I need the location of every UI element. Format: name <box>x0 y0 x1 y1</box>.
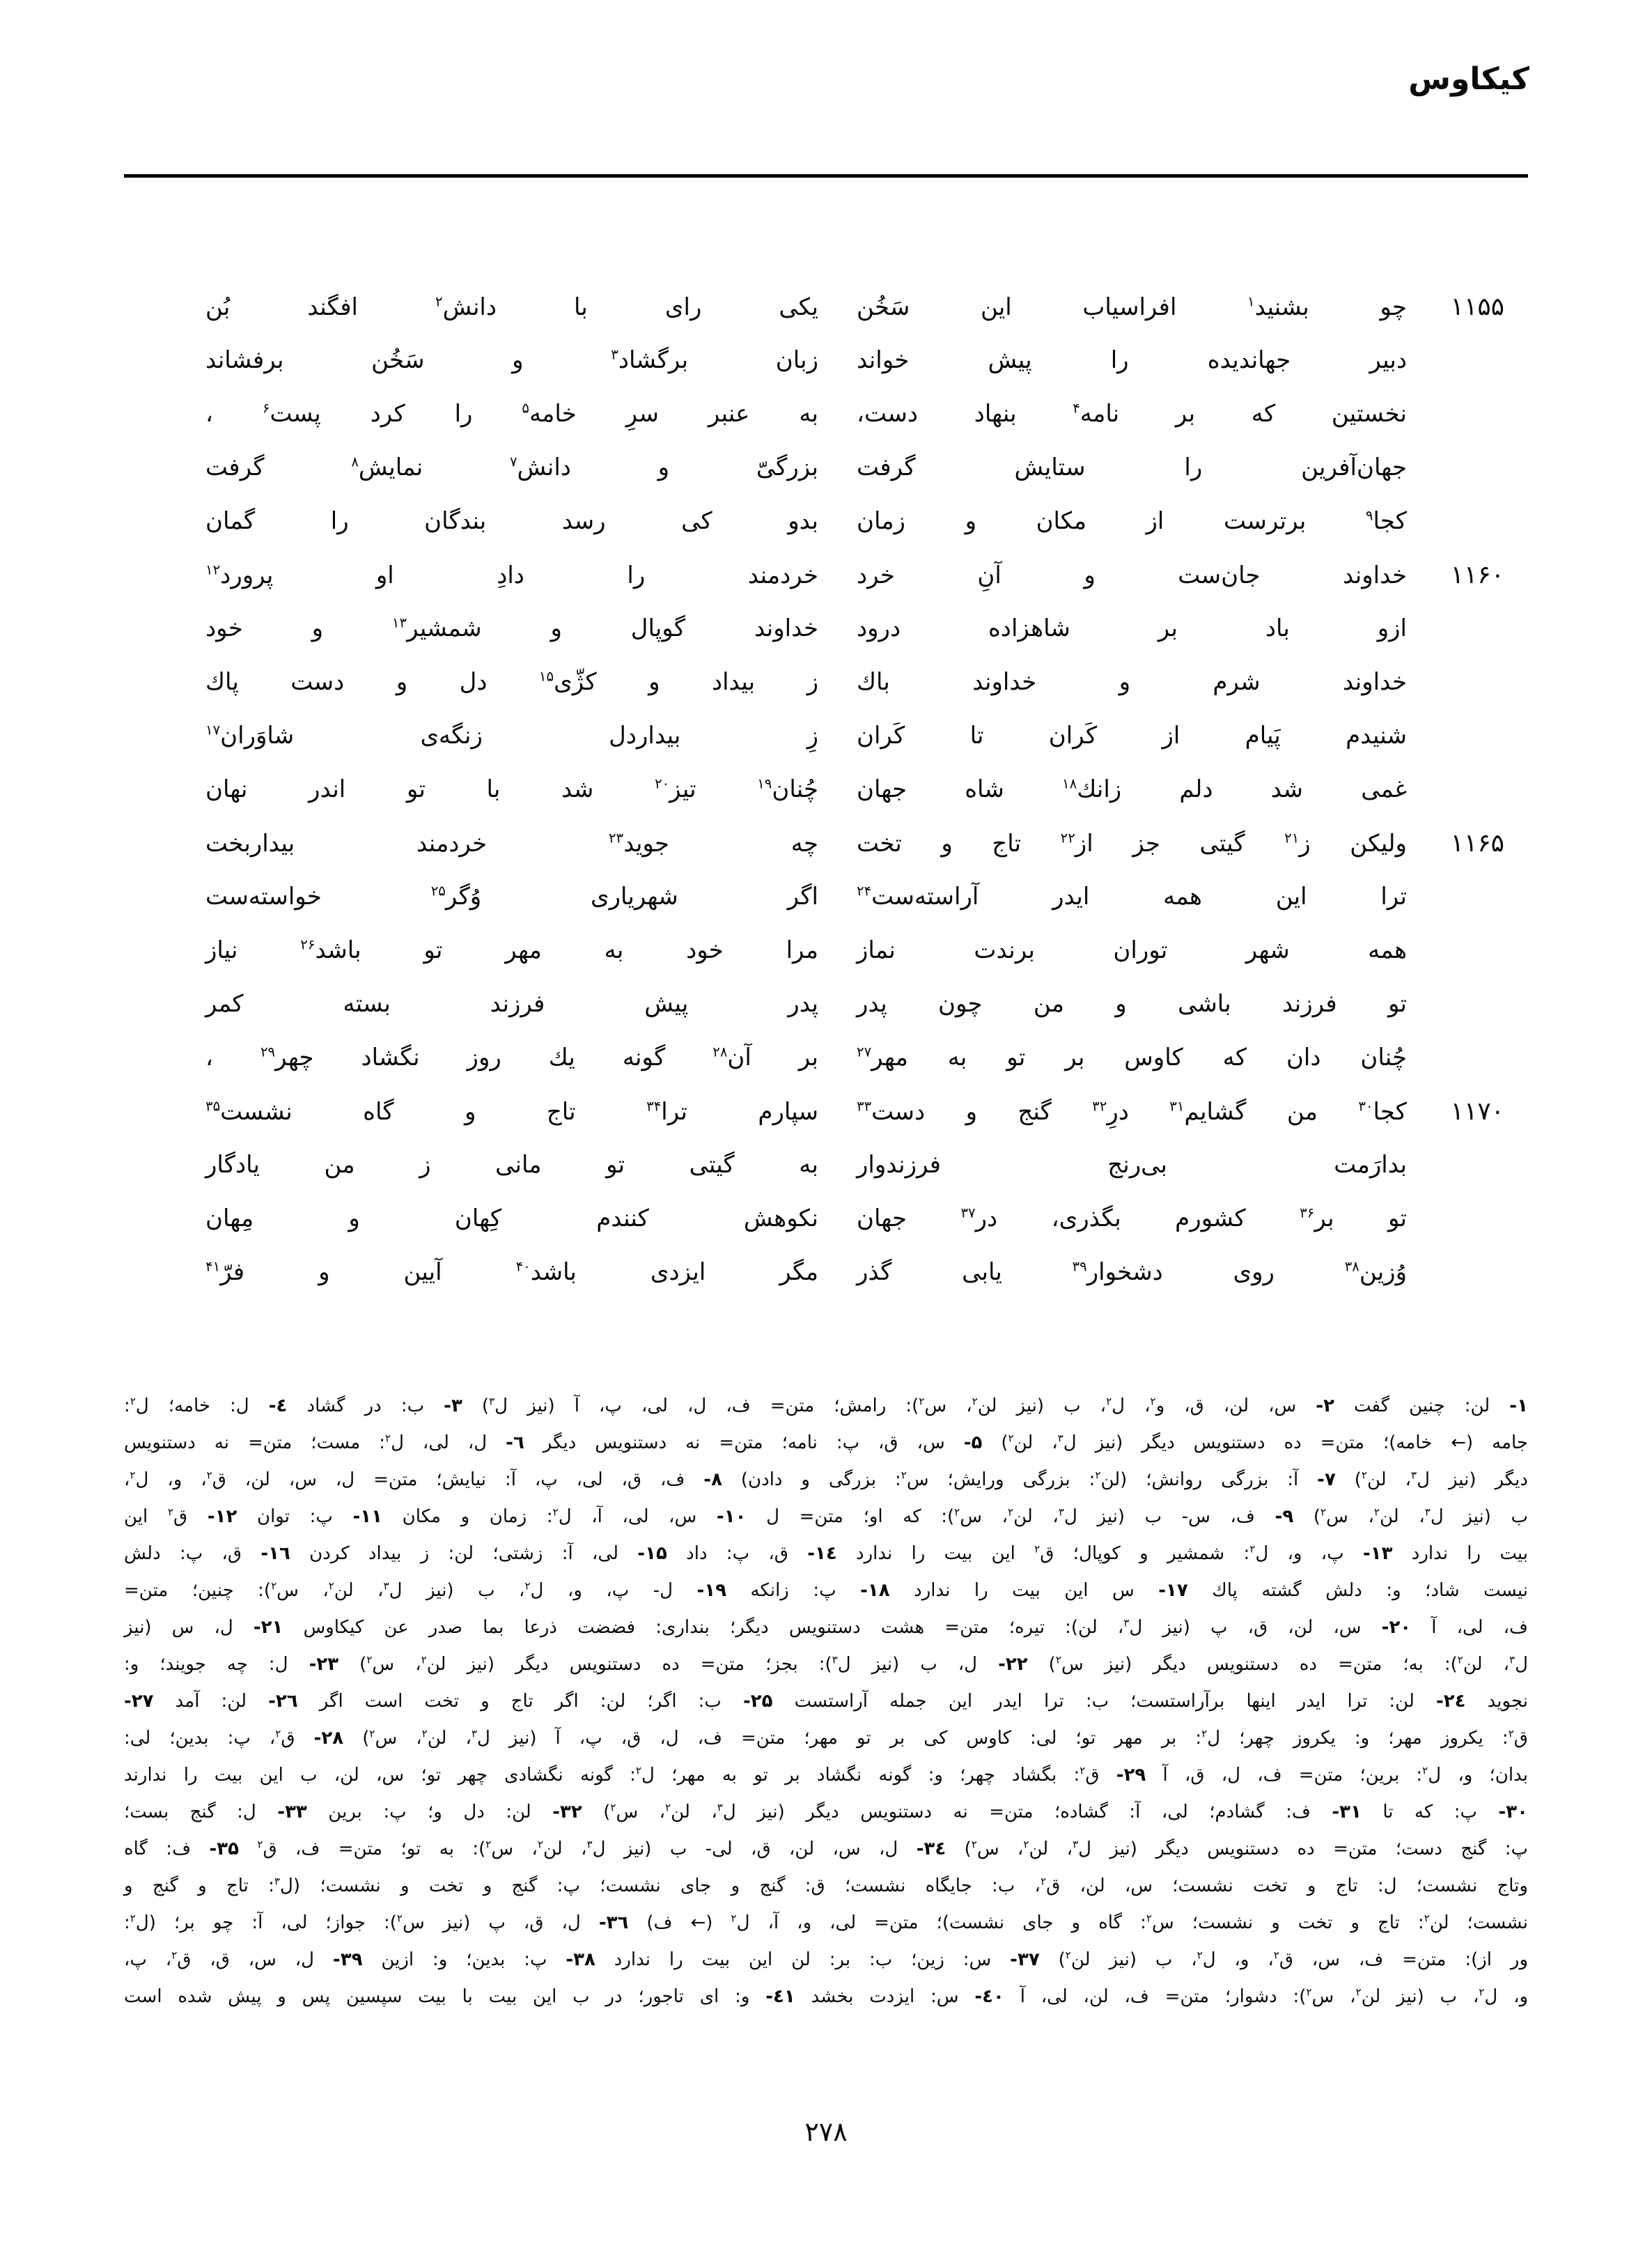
footnote-line: نجوید ۲٤- لن: ترا ایدر اینها برآراستست؛ ب: ترا ایدر این جمله آراستست ۲۵- ب: اگر؛ لن: اگر تاج و تخت است اگر ۲٦- لن: آمد ۲۷- <box>124 1691 1528 1712</box>
verse-number: ۱۱۷۰ <box>1450 1097 1504 1126</box>
couplet-row <box>125 775 1504 829</box>
couplet-row <box>125 400 1504 454</box>
footnote-line: بدان؛ و، ل$^۲$: برین؛ متن= ف، ل، ق، آ ۲۹- ق$^۲$: بگشاد چهر؛ و: گونه نگشاد بر تو به مهر؛ ل$^۲$: گونه نگشادی چهر تو؛ س، لن، ب این بیت را ندارند <box>124 1764 1529 1786</box>
apparatus-footnotes <box>124 1388 1528 2015</box>
verse-number: ۱۱۶۰ <box>1450 561 1504 589</box>
first-hemistich: همه شهر توران برندت نماز <box>857 936 1407 964</box>
second-hemistich: اگر شهریاری وُگر$^{۲۵}$ خواسته‌ست <box>205 883 818 911</box>
footnote-line: ب (نیز ل$^۳$، لن$^۲$، س$^۲$) ۹- ف، س- ب (نیز ل$^۳$، لن$^۲$، س$^۲$): که او؛ متن= ل ۱۰- س، لی، آ، ل$^۲$: زمان و مکان ۱۱- پ: توان ۱۲- ق$^۲$ این <box>124 1505 1529 1527</box>
first-hemistich: چو بشنید$^۱$ افراسیاب این سَخُن <box>857 293 1407 321</box>
couplet-row <box>125 883 1504 936</box>
first-hemistich: شنیدم پَیام از کَران تا کَران <box>857 722 1407 750</box>
second-hemistich: به گیتی تو مانی ز من یادگار <box>205 1151 818 1179</box>
second-hemistich: بر آن$^{۲۸}$ گونه یك روز نگشاد چهر$^{۲۹}$ ، <box>205 1044 819 1071</box>
second-hemistich: سپارم ترا$^{۳۴}$ تاج و گاه نشست$^{۳۵}$ <box>205 1098 818 1126</box>
second-hemistich: زبان برگشاد$^۳$ و سَخُن برفشاند <box>205 346 818 374</box>
footnote-line: جامه (← خامه)؛ متن= ده دستنویس دیگر (نیز ل$^۳$، لن$^۲$) ۵- س، ق، پ: نامه؛ متن= نه دستنویس دیگر ٦- ل، لی، ل$^۲$: مست؛ متن= نه دستنویس <box>124 1432 1529 1453</box>
second-hemistich: خردمند را دادِ او پرورد$^{۱۲}$ <box>205 562 818 589</box>
couplet-row <box>125 561 1504 614</box>
first-hemistich: دبیر جهاندیده را پیش خواند <box>857 346 1407 374</box>
first-hemistich: جهان‌آفرین را ستایش گرفت <box>857 454 1407 481</box>
couplet-row <box>125 1044 1504 1097</box>
footnote-line: پ: گنج دست؛ متن= ده دستنویس دیگر (نیز ل$^۳$، لن$^۲$، س$^۲$) ۳٤- ل، س، لن، ق، لی- ب (نیز ل$^۳$، لن$^۲$، س$^۲$): به تو؛ متن= ف، ق$^۲$ ۳۵- ف: گاه <box>124 1838 1528 1859</box>
footnote-line: ق$^۲$: یکروز مهر؛ و: یکروز چهر؛ ل$^۲$: بر مهر تو؛ لی: کاوس کی بر تو مهر؛ متن= ف، ل، ق، پ، آ (نیز ل$^۳$، لن$^۲$، س$^۲$) ۲۸- ق$^۲$، پ: بدین؛ لی: <box>124 1727 1528 1749</box>
footnote-line: و، ل$^۲$، ب (نیز لن$^۲$، س$^۲$): دشوار؛ متن= ف، لن، لی، آ ٤۰- س: ایزدت بخشد ٤۱- و: ای تاجور؛ در ب این بیت با بیت سپسین پس و پیش شده است <box>124 1985 1529 2007</box>
verse-number: ۱۱۶۵ <box>1450 829 1504 858</box>
first-hemistich: ازو باد بر شاهزاده درود <box>857 614 1407 642</box>
footnote-line: ور از): متن= ف، س، ق$^۲$، و، ل$^۲$، ب (نیز لن$^۲$) ۳۷- س: زین؛ ب: بر: لن این بیت را ندارد ۳۸- پ: بدین؛ و: ازین ۳۹- ل، س، ق، ق$^۲$، پ، <box>124 1949 1529 1970</box>
first-hemistich: کجا$^۹$ برترست از مکان و زمان <box>857 507 1407 535</box>
footnote-line: نیست شاد؛ و: دلش گشته پاك ۱۷- س این بیت را ندارد ۱۸- پ: زانکه ۱۹- ل- پ، و، ل$^۲$، ب (نیز ل$^۳$، لن$^۲$، س$^۲$): چنین؛ متن= <box>124 1579 1528 1601</box>
first-hemistich: تو فرزند باشی و من چون پدر <box>857 990 1407 1018</box>
poem-block <box>125 293 1504 1312</box>
second-hemistich: بدو کی رسد بندگان را گمان <box>205 507 818 535</box>
couplet-row <box>125 829 1504 883</box>
couplet-row <box>125 614 1504 668</box>
first-hemistich: بدارَمت بی‌رنج فرزندوار <box>857 1151 1407 1179</box>
couplet-row <box>125 936 1504 990</box>
couplet-row <box>125 722 1504 775</box>
couplet-row <box>125 1258 1504 1312</box>
footnote-line: ۱- لن: چنین گفت ۲- س، لن، ق، و$^۲$، ل$^۲$، ب (نیز لن$^۲$، س$^۲$): رامش؛ متن= ف، ل، لی، پ، آ (نیز ل$^۳$) ۳- ب: در گشاد ٤- ل: خامه؛ ل$^۲$: <box>124 1395 1528 1416</box>
couplet-row <box>125 990 1504 1044</box>
second-hemistich: نکوهش کنندم کِهان و مِهان <box>205 1205 818 1232</box>
couplet-row <box>125 1205 1504 1258</box>
footnote-line: نشست؛ لن$^۲$: تاج و تخت و نشست؛ س$^۲$: گاه و جای نشست)؛ متن= لی، و، آ، ل$^۲$ (← ف) ۳٦- ل، ق، پ (نیز س$^۲$): جواز؛ لی، آ: چو بر؛ (ل$^۲$: <box>124 1912 1528 1933</box>
first-hemistich: چُنان دان که کاوس بر تو به مهر$^{۲۷}$ <box>857 1044 1407 1071</box>
couplet-row <box>125 1097 1504 1151</box>
first-hemistich: کجا$^{۳۰}$ من گشایم$^{۳۱}$ درِ$^{۳۲}$ گنج و دست$^{۳۳}$ <box>857 1098 1407 1126</box>
footnote-line: ف، لی، آ ۲۰- س، لن، ق، پ (نیز ل$^۳$، لن): تیره؛ متن= هشت دستنویس دیگر؛ بنداری: فضضت ذرعا بما صدر عن کیکاوس ۲۱- ل، س (نیز <box>124 1616 1529 1638</box>
second-hemistich: زِ بیداردل زنگه‌ی شاوَران$^{۱۷}$ <box>205 722 818 750</box>
couplet-row <box>125 1151 1504 1205</box>
couplet-row <box>125 346 1504 400</box>
second-hemistich: یکی رای با دانش$^۲$ افگند بُن <box>205 293 819 321</box>
first-hemistich: تو بر$^{۳۶}$ کشورم بگذری، در$^{۳۷}$ جهان <box>857 1205 1408 1232</box>
footnote-line: بیت را ندارد ۱۳- پ، و، ل$^۲$: شمشیر و کوپال؛ ق$^۲$ این بیت را ندارد ۱٤- ق، پ: داد ۱۵- لی، آ: زشتی؛ لن: ز بیداد کردن ۱٦- ق، پ: دلش <box>124 1542 1528 1564</box>
footnote-line: ۳۰- پ: که تا ۳۱- ف: گشادم؛ لی، آ: گشاده؛ متن= نه دستنویس دیگر (نیز ل$^۳$، لن$^۲$، س$^۲$) ۳۲- لن: دل و؛ پ: برین ۳۳- ل: گنج بست؛ <box>124 1801 1528 1822</box>
second-hemistich: بزرگیّ و دانش$^۷$ نمایش$^۸$ گرفت <box>205 454 818 481</box>
second-hemistich: مگر ایزدی باشد$^{۴۰}$ آیین و فرّ$^{۴۱}$ <box>205 1258 818 1286</box>
first-hemistich: خداوند شرم و خداوند باك <box>857 668 1407 696</box>
footnote-line: ل$^۳$، لن$^۲$): به؛ متن= ده دستنویس دیگر (نیز س$^۲$) ۲۲- ل، ب (نیز ل$^۳$): بجز؛ متن= ده دستنویس دیگر (نیز لن$^۲$، س$^۲$) ۲۳- ل: چه جویند؛ و: <box>124 1653 1528 1675</box>
first-hemistich: ولیکن ز$^{۲۱}$ گیتی جز از$^{۲۲}$ تاج و تخت <box>857 830 1407 858</box>
header-rule <box>124 174 1528 178</box>
footnote-line: وتاج نشست؛ ل: تاج و تخت نشست؛ س، لن، ق$^۲$، ب: جایگاه نشست؛ ق: گنج و جای نشست؛ پ: گنج و تخت و نشست؛ (ل$^۳$: تاج و گنج و <box>124 1875 1528 1896</box>
couplet-row <box>125 293 1504 346</box>
second-hemistich: پدر پیش فرزند بسته کمر <box>205 990 818 1018</box>
verse-number: ۱۱۵۵ <box>1450 293 1504 321</box>
first-hemistich: نخستین که بر نامه$^۴$ بنهاد دست، <box>857 400 1408 428</box>
second-hemistich: خداوند گوپال و شمشیر$^{۱۳}$ و خود <box>205 614 818 642</box>
footnote-line: دیگر (نیز ل$^۳$، لن$^۲$) ۷- آ: بزرگی روانش؛ (لن$^۲$: بزرگی ورایش؛ س$^۲$: بزرگی و دادن) ۸- ف، ق، لی، پ، آ: نیایش؛ متن= ل، س، لن، ق$^۲$، و، ل$^۲$، <box>124 1469 1528 1490</box>
couplet-row <box>125 454 1504 507</box>
couplet-row <box>125 507 1504 561</box>
first-hemistich: ترا این همه ایدر آراسته‌ست$^{۲۴}$ <box>857 883 1407 911</box>
page-number: ۲۷۸ <box>804 2116 848 2147</box>
second-hemistich: چه جوید$^{۲۳}$ خردمند بیداربخت <box>205 830 818 858</box>
couplet-row <box>125 668 1504 722</box>
first-hemistich: خداوند جان‌ست و آنِ خرد <box>857 562 1407 589</box>
second-hemistich: مرا خود به مهر تو باشد$^{۲۶}$ نیاز <box>205 936 818 964</box>
second-hemistich: به عنبر سرِ خامه$^۵$ را کرد پست$^۶$ ، <box>205 400 819 428</box>
second-hemistich: چُنان$^{۱۹}$ تیز$^{۲۰}$ شد با تو اندر نهان <box>205 775 818 803</box>
second-hemistich: ز بیداد و کژّی$^{۱۵}$ دل و دست پاك <box>205 668 818 696</box>
running-header-title: کیکاوس <box>1408 61 1529 97</box>
first-hemistich: غمی شد دلم زانك$^{۱۸}$ شاه جهان <box>857 775 1407 803</box>
first-hemistich: وُزین$^{۳۸}$ روی دشخوار$^{۳۹}$ یابی گذر <box>857 1258 1407 1286</box>
